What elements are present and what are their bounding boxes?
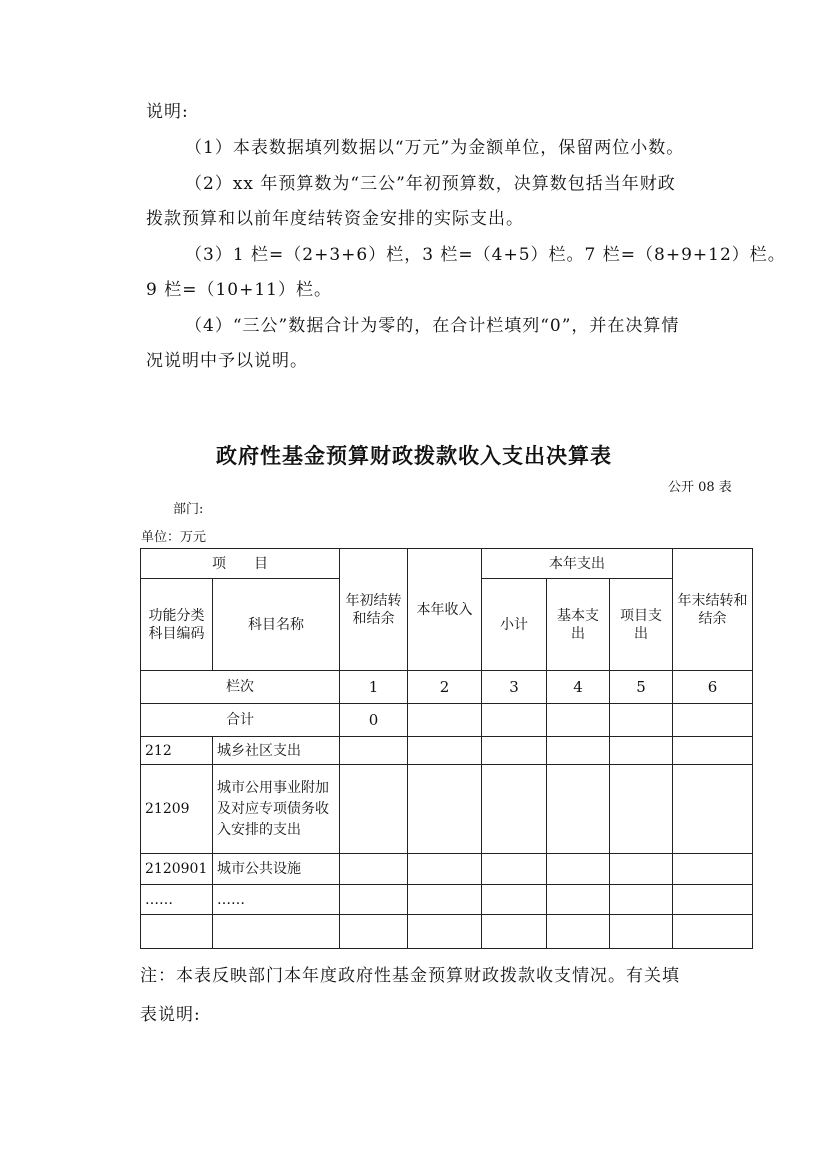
column-number: 3 — [482, 671, 547, 704]
row-name: 城市公共设施 — [213, 854, 340, 885]
table-row — [141, 915, 753, 949]
empty-cell — [482, 704, 547, 737]
header-income: 本年收入 — [408, 549, 482, 671]
footer-note-line1: 注：本表反映部门本年度政府性基金预算财政拨款收支情况。有关填 — [140, 966, 680, 986]
unit-label: 单位：万元 — [141, 530, 207, 545]
empty-cell — [340, 854, 408, 885]
empty-cell — [408, 737, 482, 765]
header-func-code: 功能分类科目编码 — [141, 579, 213, 671]
empty-cell — [482, 737, 547, 765]
row-name: 城乡社区支出 — [213, 737, 340, 765]
empty-cell — [340, 885, 408, 915]
header-basic: 基本支出 — [547, 579, 610, 671]
empty-cell — [482, 854, 547, 885]
empty-cell — [673, 704, 753, 737]
empty-cell — [673, 737, 753, 765]
empty-cell — [610, 885, 673, 915]
header-begin-balance: 年初结转和结余 — [340, 549, 408, 671]
empty-cell — [673, 915, 753, 949]
note-4b: 况说明中予以说明。 — [146, 351, 308, 371]
empty-cell — [547, 854, 610, 885]
empty-cell — [547, 704, 610, 737]
empty-cell — [547, 885, 610, 915]
total-row-label: 合计 — [141, 704, 340, 737]
table-row — [141, 854, 753, 885]
empty-cell — [408, 885, 482, 915]
empty-cell — [482, 885, 547, 915]
header-subtotal: 小计 — [482, 579, 547, 671]
row-code: 2120901 — [141, 854, 213, 885]
notes-heading: 说明: — [146, 102, 189, 122]
empty-cell — [340, 765, 408, 854]
table-row — [141, 737, 753, 765]
header-expenditure: 本年支出 — [482, 549, 673, 579]
department-label: 部门: — [173, 502, 204, 517]
empty-cell — [482, 915, 547, 949]
column-number: 6 — [673, 671, 753, 704]
empty-cell — [547, 765, 610, 854]
note-2a: （2）xx 年预算数为“三公”年初预算数，决算数包括当年财政 — [185, 174, 676, 194]
empty-cell — [610, 737, 673, 765]
empty-cell — [610, 704, 673, 737]
note-2b: 拨款预算和以前年度结转资金安排的实际支出。 — [146, 209, 524, 229]
empty-cell — [408, 704, 482, 737]
empty-cell — [340, 915, 408, 949]
column-number: 5 — [610, 671, 673, 704]
table-row — [141, 885, 753, 915]
empty-cell — [673, 854, 753, 885]
empty-cell — [408, 854, 482, 885]
header-end-balance: 年末结转和结余 — [673, 549, 753, 671]
empty-cell — [408, 915, 482, 949]
empty-cell — [673, 765, 753, 854]
empty-cell — [547, 915, 610, 949]
header-project-exp: 项目支出 — [610, 579, 673, 671]
note-3a: （3）1 栏=（2+3+6）栏，3 栏=（4+5）栏。7 栏=（8+9+12）栏。 — [185, 245, 786, 265]
empty-cell — [340, 737, 408, 765]
empty-cell — [673, 885, 753, 915]
empty-cell — [213, 915, 340, 949]
form-number: 公开 08 表 — [668, 480, 732, 495]
header-project: 项 目 — [141, 549, 340, 579]
row-name: 城市公用事业附加及对应专项债务收入安排的支出 — [213, 765, 340, 854]
row-name: …… — [213, 885, 340, 915]
column-row-label: 栏次 — [141, 671, 340, 704]
table-row — [141, 765, 753, 854]
note-4a: （4）“三公”数据合计为零的，在合计栏填列“0”，并在决算情 — [185, 316, 680, 336]
empty-cell — [141, 915, 213, 949]
fund-budget-table — [140, 548, 753, 949]
footer-note-line2: 表说明: — [140, 1005, 201, 1025]
empty-cell — [610, 915, 673, 949]
row-code: …… — [141, 885, 213, 915]
total-begin-balance: 0 — [340, 704, 408, 737]
row-code: 21209 — [141, 765, 213, 854]
empty-cell — [610, 854, 673, 885]
column-number: 2 — [408, 671, 482, 704]
empty-cell — [547, 737, 610, 765]
empty-cell — [482, 765, 547, 854]
header-subject-name: 科目名称 — [213, 579, 340, 671]
note-3b: 9 栏=（10+11）栏。 — [146, 280, 332, 300]
note-1: （1）本表数据填列数据以“万元”为金额单位，保留两位小数。 — [185, 138, 685, 158]
form-title: 政府性基金预算财政拨款收入支出决算表 — [216, 444, 612, 468]
empty-cell — [610, 765, 673, 854]
column-number: 1 — [340, 671, 408, 704]
empty-cell — [408, 765, 482, 854]
column-number: 4 — [547, 671, 610, 704]
row-code: 212 — [141, 737, 213, 765]
